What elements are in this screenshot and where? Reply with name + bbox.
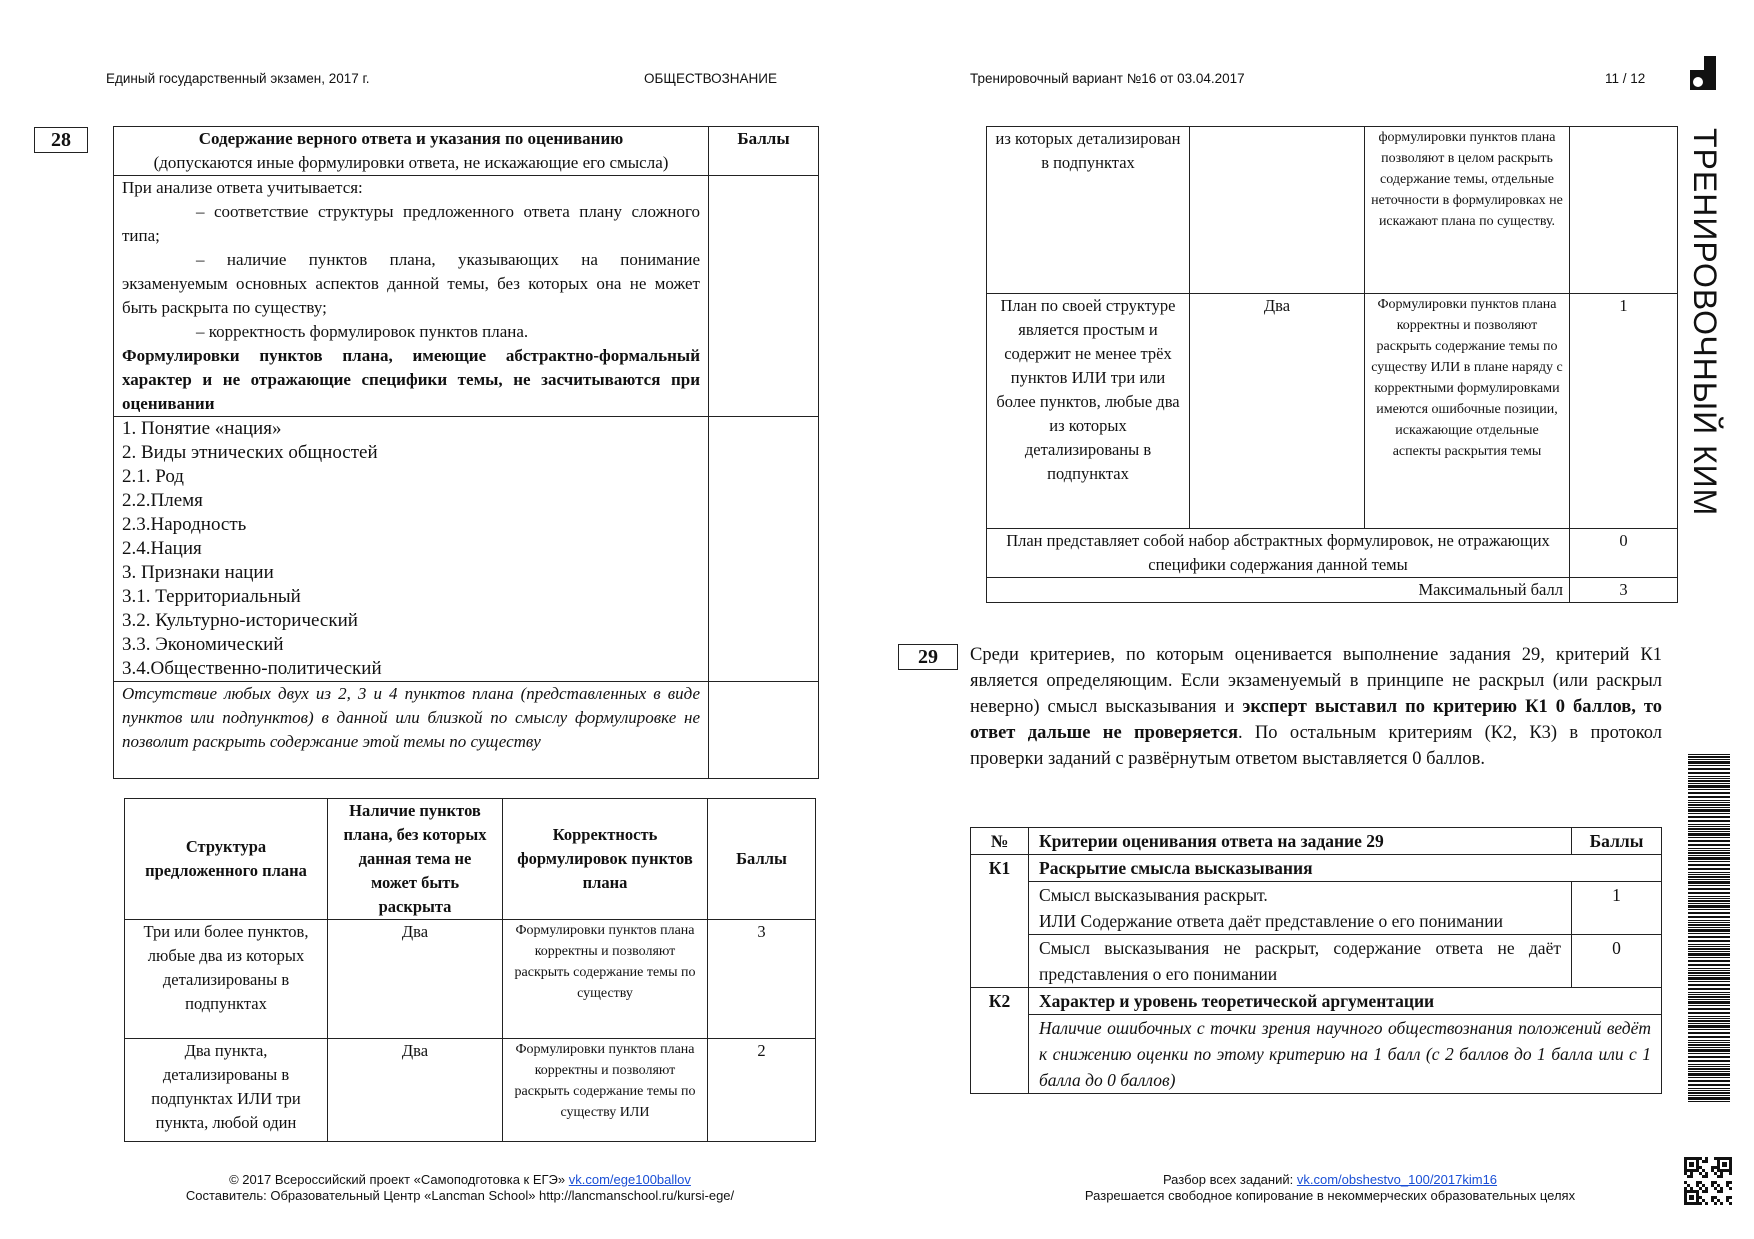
qr-code-icon: [1684, 1157, 1732, 1205]
task-28-criteria-table: [113, 126, 819, 779]
table-cell: Два: [1190, 294, 1365, 529]
table-cell: 0: [1570, 529, 1678, 578]
table-cell: Два пункта, детализированы в подпунктах ИЛИ три пункта, любой один: [125, 1039, 328, 1142]
task-29-instructions: [970, 642, 1662, 772]
column-header: Корректность формулировок пунктов плана: [503, 799, 708, 920]
table-row: [987, 127, 1678, 294]
table-row: [125, 799, 816, 920]
table-row: [971, 988, 1662, 1015]
table-cell: 3: [708, 920, 816, 1039]
task-29-number: 29: [898, 644, 958, 670]
criterion-option: Смысл высказывания не раскрыт, содержание ответа не даёт представления о его понимании: [1029, 935, 1572, 988]
sidebar-label-text: ТРЕНИРОВОЧНЫЙ КИМ: [1687, 128, 1723, 517]
t28-header-main: Содержание верного ответа и указания по оцениванию: [198, 129, 624, 148]
table-row: [114, 176, 819, 417]
table-cell: Два: [328, 1039, 503, 1142]
criterion-option-points: 1: [1572, 882, 1662, 935]
footer-left-author: Составитель: Образовательный Центр «Lancman School» http://lancmanschool.ru/kursi-ege/: [185, 1188, 735, 1203]
criterion-code: К1: [971, 855, 1029, 988]
t28-analysis-cell: [114, 176, 709, 417]
plan-item: 3.4.Общественно-политический: [122, 658, 382, 679]
plan-item: 3. Признаки нации: [122, 562, 274, 583]
table-row: [987, 578, 1678, 603]
t28-note: Отсутствие любых двух из 2, 3 и 4 пунктов плана (представленных в виде пунктов или подпунктов) в данной или близкой по смыслу формулировке не позволит раскрыть содержание этой темы по существу: [114, 682, 709, 779]
criterion-option: [1029, 882, 1572, 935]
plan-item: 2.2.Племя: [122, 490, 203, 511]
table-row: [971, 882, 1662, 935]
column-header-points: Баллы: [1572, 828, 1662, 855]
table-row: [114, 127, 819, 176]
task-29-text-part1: Среди критериев, по которым оценивается выполнение задания 29, критерий К1 является определяющим. Если экзаменуемый в принципе не раскрыл (или раскрыл неверно) смысл высказывания и: [970, 645, 1662, 717]
task-29-criteria-table: [970, 827, 1662, 1094]
column-header: Баллы: [708, 799, 816, 920]
table-cell: формулировки пунктов плана позволяют в целом раскрыть содержание темы, отдельные неточности в формулировках не искажают плана по существу.: [1365, 127, 1570, 294]
table-cell: План представляет собой набор абстрактных формулировок, не отражающих специфики содержания данной темы: [987, 529, 1570, 578]
header-variant: Тренировочный вариант №16 от 03.04.2017: [970, 71, 1245, 86]
table-cell: из которых детализирован в подпунктах: [987, 127, 1190, 294]
max-score-value: 3: [1570, 578, 1678, 603]
table-row: [987, 529, 1678, 578]
t28-analysis-2: – наличие пунктов плана, указывающих на понимание экзаменуемым основных аспектов данной темы, без которых она не может быть раскрыта по существу;: [122, 250, 700, 317]
plan-item: 2.1. Род: [122, 466, 184, 487]
table-row: [125, 920, 816, 1039]
criterion-option-points: 0: [1572, 935, 1662, 988]
table-cell: Формулировки пунктов плана корректны и позволяют раскрыть содержание темы по существу ИЛИ: [503, 1039, 708, 1142]
criterion-title: Раскрытие смысла высказывания: [1029, 855, 1662, 882]
footer-right: [1000, 1172, 1660, 1204]
t28-analysis-intro: При анализе ответа учитывается:: [122, 178, 363, 197]
plan-item: 3.3. Экономический: [122, 634, 284, 655]
column-header-number: №: [971, 828, 1029, 855]
table-row: [971, 1015, 1662, 1094]
footer-right-label: Разбор всех заданий:: [1162, 1172, 1294, 1187]
t28-plan-points: [709, 417, 819, 682]
table-row: [114, 682, 819, 779]
header-subject: ОБЩЕСТВОЗНАНИЕ: [644, 71, 777, 86]
table-cell: [1190, 127, 1365, 294]
table-cell: Формулировки пунктов плана корректны и позволяют раскрыть содержание темы по существу: [503, 920, 708, 1039]
table-cell: План по своей структуре является простым и содержит не менее трёх пунктов ИЛИ три или более пунктов, любые два из которых детализированы в подпунктах: [987, 294, 1190, 529]
table-cell: Два: [328, 920, 503, 1039]
plan-item: 1. Понятие «нация»: [122, 418, 282, 439]
column-header: Структура предложенного плана: [125, 799, 328, 920]
table-cell: 2: [708, 1039, 816, 1142]
criterion-option-line: Смысл высказывания раскрыт.: [1039, 885, 1268, 905]
t28-header-points: Баллы: [709, 127, 819, 176]
table-cell: Три или более пунктов, любые два из которых детализированы в подпунктах: [125, 920, 328, 1039]
task-29-text-part2: . По остальным критериям (К2, К3) в протокол проверки заданий с развёрнутым ответом выставляется 0 баллов.: [970, 723, 1663, 769]
barcode-icon: [1688, 754, 1730, 1102]
table-cell: [1570, 127, 1678, 294]
plan-item: 2. Виды этнических общностей: [122, 442, 378, 463]
t28-analysis-bold: Формулировки пунктов плана, имеющие абстрактно-формальный характер и не отражающие специфики темы, не засчитываются при оценивании: [122, 346, 700, 413]
t28-analysis-1: – соответствие структуры предложенного ответа плану сложного типа;: [122, 202, 700, 245]
t28-header-cell: [114, 127, 709, 176]
footer-right-link[interactable]: vk.com/obshestvo_100/2017kim16: [1296, 1172, 1498, 1187]
footer-left-link[interactable]: vk.com/ege100ballov: [568, 1172, 691, 1187]
t28-analysis-3: – корректность формулировок пунктов плана.: [196, 322, 529, 341]
criterion-option-line: ИЛИ Содержание ответа даёт представление о его понимании: [1039, 911, 1503, 931]
t28-analysis-points: [709, 176, 819, 417]
table-cell: Формулировки пунктов плана корректны и позволяют раскрыть содержание темы по существу ИЛИ в плане наряду с корректными формулировками имеются ошибочные позиции, искажающие отдельные аспекты раскрытия темы: [1365, 294, 1570, 529]
footer-left: [100, 1172, 820, 1204]
column-header: Наличие пунктов плана, без которых данная тема не может быть раскрыта: [328, 799, 503, 920]
table-cell: 1: [1570, 294, 1678, 529]
plan-structure-table-continued: [986, 126, 1678, 603]
footer-left-copyright: © 2017 Всероссийский проект «Самоподготовка к ЕГЭ»: [229, 1172, 566, 1187]
table-row: [114, 417, 819, 682]
header-page-number: 11 / 12: [1605, 71, 1646, 86]
table-row: [125, 1039, 816, 1142]
criterion-title: Характер и уровень теоретической аргументации: [1029, 988, 1662, 1015]
table-row: [971, 935, 1662, 988]
header-exam-title: Единый государственный экзамен, 2017 г.: [106, 71, 370, 86]
t28-note-points: [709, 682, 819, 779]
task-29-text-bold: эксперт выставил по критерию К1 0 баллов, то ответ дальше не проверяется: [970, 697, 1662, 743]
task-28-number: 28: [34, 127, 88, 153]
plan-item: 3.1. Территориальный: [122, 586, 301, 607]
column-header-criteria: Критерии оценивания ответа на задание 29: [1029, 828, 1572, 855]
criterion-code: К2: [971, 988, 1029, 1094]
sidebar-vertical-label: [1683, 128, 1723, 528]
t28-header-sub: (допускаются иные формулировки ответа, не искажающие его смысла): [153, 153, 669, 172]
corner-marker-icon: [1690, 56, 1716, 90]
plan-item: 2.3.Народность: [122, 514, 247, 535]
plan-item: 2.4.Нация: [122, 538, 202, 559]
max-score-label: Максимальный балл: [987, 578, 1570, 603]
table-row: [987, 294, 1678, 529]
criterion-note: Наличие ошибочных с точки зрения научного обществознания положений ведёт к снижению оценки по этому критерию на 1 балл (с 2 баллов до 1 балла или с 1 балла до 0 баллов): [1029, 1015, 1662, 1094]
table-row: [971, 855, 1662, 882]
plan-item: 3.2. Культурно-исторический: [122, 610, 358, 631]
table-row: [971, 828, 1662, 855]
footer-right-license: Разрешается свободное копирование в некоммерческих образовательных целях: [1084, 1188, 1576, 1203]
t28-plan-cell: [114, 417, 709, 682]
plan-structure-table: [124, 798, 816, 1142]
